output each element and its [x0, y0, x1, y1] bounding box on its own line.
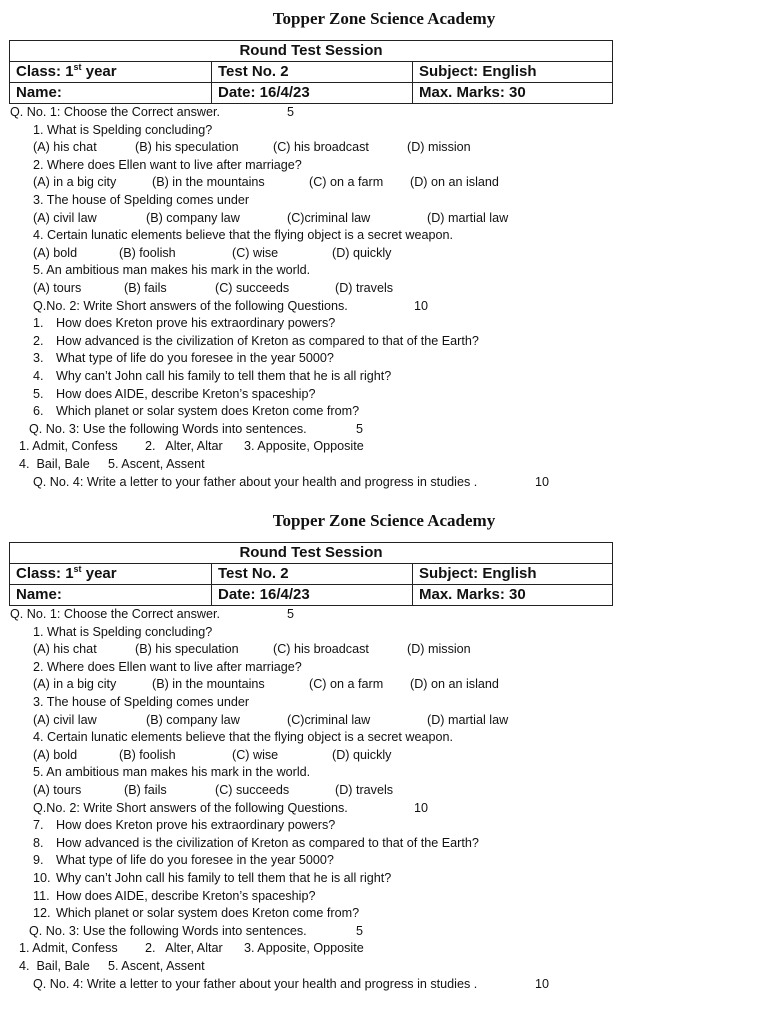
q1-marks: 5 [287, 607, 295, 621]
short-question-text: How does AIDE, describe Kreton’s spaceship? [56, 386, 316, 401]
mcq-option: (D) on an island [410, 677, 499, 692]
mcq-option: (A) civil law [33, 210, 97, 225]
mcq-question: 2. Where does Ellen want to live after marriage? [33, 157, 302, 172]
mcq-option: (A) his chat [33, 140, 97, 155]
date-cell: Date: 16/4/23 [212, 83, 413, 104]
exam-header-table [9, 40, 613, 104]
q4-marks: 10 [535, 474, 550, 489]
word-pair: 4. Bail, Bale [19, 457, 90, 471]
mcq-option: (D) mission [407, 140, 471, 155]
mcq-option: (A) his chat [33, 642, 97, 657]
q3-marks: 5 [356, 421, 364, 436]
mcq-option: (C) wise [232, 747, 279, 762]
mcq-option: (B) fails [124, 783, 167, 797]
subject-cell: Subject: English [413, 62, 613, 83]
max-marks-cell: Max. Marks: 30 [413, 585, 613, 606]
short-question-number: 7. [33, 818, 44, 833]
mcq-question: 5. An ambitious man makes his mark in the world. [33, 263, 311, 278]
mcq-question: 2. Where does Ellen want to live after marriage? [33, 659, 302, 674]
test-no-cell: Test No. 2 [212, 62, 413, 83]
word-pair: 5. Ascent, Assent [108, 959, 205, 973]
short-question-text: How advanced is the civilization of Kreton as compared to that of the Earth? [56, 333, 479, 348]
word-pair: 4. Bail, Bale [19, 959, 90, 973]
mcq-option: (C)criminal law [287, 210, 371, 225]
mcq-option: (D) travels [335, 783, 394, 797]
mcq-question: 3. The house of Spelding comes under [33, 695, 250, 709]
short-question-text: How does Kreton prove his extraordinary powers? [56, 316, 336, 331]
session-cell: Round Test Session [10, 543, 613, 564]
test-no-cell: Test No. 2 [212, 564, 413, 585]
short-question-text: How does Kreton prove his extraordinary powers? [56, 818, 336, 833]
short-question-text: How advanced is the civilization of Kreton as compared to that of the Earth? [56, 835, 479, 850]
q1-heading: Q. No. 1: Choose the Correct answer. [10, 607, 220, 621]
short-question-number: 9. [33, 853, 44, 868]
mcq-option: (B) company law [146, 210, 240, 225]
class-ordinal: st [73, 62, 82, 72]
q3-heading: Q. No. 3: Use the following Words into sentences. [29, 421, 307, 436]
short-question-number: 8. [33, 835, 44, 850]
mcq-option: (D) travels [335, 281, 394, 295]
mcq-option: (D) quickly [332, 747, 392, 762]
word-pair: 3. Apposite, Opposite [244, 439, 364, 454]
word-pair: 1. Admit, Confess [19, 439, 118, 454]
class-label: Class: 1 [16, 63, 74, 80]
exam-sheet [0, 502, 768, 1002]
mcq-option: (D) martial law [427, 712, 509, 727]
mcq-option: (C) succeeds [215, 783, 290, 797]
mcq-option: (D) mission [407, 642, 471, 657]
q2-marks: 10 [414, 800, 429, 815]
class-year: year [81, 565, 117, 582]
mcq-option: (C)criminal law [287, 712, 371, 727]
mcq-option: (C) succeeds [215, 281, 290, 295]
short-question-number: 5. [33, 386, 44, 401]
mcq-option: (B) in the mountains [152, 175, 265, 190]
name-cell: Name: [10, 585, 212, 606]
short-question-text: What type of life do you foresee in the year 5000? [56, 853, 334, 868]
word-pair: 2. Alter, Altar [145, 941, 223, 956]
mcq-option: (D) quickly [332, 245, 392, 260]
short-question-number: 4. [33, 369, 44, 383]
class-label: Class: 1 [16, 565, 74, 582]
short-question-text: Why can’t John call his family to tell them that he is all right? [56, 369, 392, 383]
exam-sheet [0, 0, 768, 500]
short-question-number: 6. [33, 404, 44, 419]
word-pair: 5. Ascent, Assent [108, 457, 205, 471]
word-pair: 1. Admit, Confess [19, 941, 118, 956]
mcq-question: 4. Certain lunatic elements believe that the flying object is a secret weapon. [33, 730, 454, 745]
subject-cell: Subject: English [413, 564, 613, 585]
class-cell [10, 564, 212, 585]
q4-heading: Q. No. 4: Write a letter to your father about your health and progress in studies . [33, 976, 478, 991]
mcq-option: (D) on an island [410, 175, 499, 190]
q3-heading: Q. No. 3: Use the following Words into sentences. [29, 923, 307, 938]
q1-marks: 5 [287, 105, 295, 119]
short-question-number: 11. [33, 888, 50, 903]
mcq-option: (A) tours [33, 281, 82, 295]
short-question-text: Why can’t John call his family to tell them that he is all right? [56, 871, 392, 885]
date-cell: Date: 16/4/23 [212, 585, 413, 606]
q4-marks: 10 [535, 976, 550, 991]
class-year: year [81, 63, 117, 80]
mcq-option: (B) foolish [119, 747, 176, 762]
academy-title: Topper Zone Science Academy [272, 511, 496, 530]
mcq-option: (C) on a farm [309, 175, 384, 190]
short-question-text: How does AIDE, describe Kreton’s spaceship? [56, 888, 316, 903]
mcq-option: (B) company law [146, 712, 240, 727]
short-question-text: Which planet or solar system does Kreton come from? [56, 906, 360, 921]
word-pair: 3. Apposite, Opposite [244, 941, 364, 956]
word-pair: 2. Alter, Altar [145, 439, 223, 454]
exam-header-table [9, 542, 613, 606]
academy-title: Topper Zone Science Academy [272, 9, 496, 28]
short-question-number: 12. [33, 906, 51, 921]
class-cell [10, 62, 212, 83]
q2-heading: Q.No. 2: Write Short answers of the following Questions. [33, 800, 348, 815]
short-question-number: 10. [33, 871, 51, 885]
q4-heading: Q. No. 4: Write a letter to your father about your health and progress in studies . [33, 474, 478, 489]
session-cell: Round Test Session [10, 41, 613, 62]
class-ordinal: st [73, 564, 82, 574]
q2-heading: Q.No. 2: Write Short answers of the following Questions. [33, 298, 348, 313]
mcq-option: (A) in a big city [33, 677, 117, 692]
q2-marks: 10 [414, 298, 429, 313]
mcq-option: (B) fails [124, 281, 167, 295]
q3-marks: 5 [356, 923, 364, 938]
short-question-text: Which planet or solar system does Kreton come from? [56, 404, 360, 419]
mcq-question: 5. An ambitious man makes his mark in the world. [33, 765, 311, 780]
mcq-question: 3. The house of Spelding comes under [33, 193, 250, 207]
mcq-option: (A) tours [33, 783, 82, 797]
short-question-number: 1. [33, 316, 44, 331]
name-cell: Name: [10, 83, 212, 104]
mcq-option: (D) martial law [427, 210, 509, 225]
mcq-option: (B) foolish [119, 245, 176, 260]
short-question-number: 2. [33, 333, 44, 348]
mcq-option: (C) his broadcast [273, 642, 369, 657]
mcq-option: (C) his broadcast [273, 140, 369, 155]
mcq-option: (A) civil law [33, 712, 97, 727]
mcq-option: (A) in a big city [33, 175, 117, 190]
mcq-option: (B) in the mountains [152, 677, 265, 692]
max-marks-cell: Max. Marks: 30 [413, 83, 613, 104]
mcq-option: (C) wise [232, 245, 279, 260]
short-question-number: 3. [33, 351, 44, 366]
mcq-option: (B) his speculation [135, 140, 239, 155]
short-question-text: What type of life do you foresee in the year 5000? [56, 351, 334, 366]
mcq-option: (A) bold [33, 747, 78, 762]
mcq-question: 1. What is Spelding concluding? [33, 624, 213, 639]
mcq-question: 1. What is Spelding concluding? [33, 122, 213, 137]
mcq-question: 4. Certain lunatic elements believe that the flying object is a secret weapon. [33, 228, 454, 243]
mcq-option: (B) his speculation [135, 642, 239, 657]
q1-heading: Q. No. 1: Choose the Correct answer. [10, 105, 220, 119]
mcq-option: (C) on a farm [309, 677, 384, 692]
mcq-option: (A) bold [33, 245, 78, 260]
